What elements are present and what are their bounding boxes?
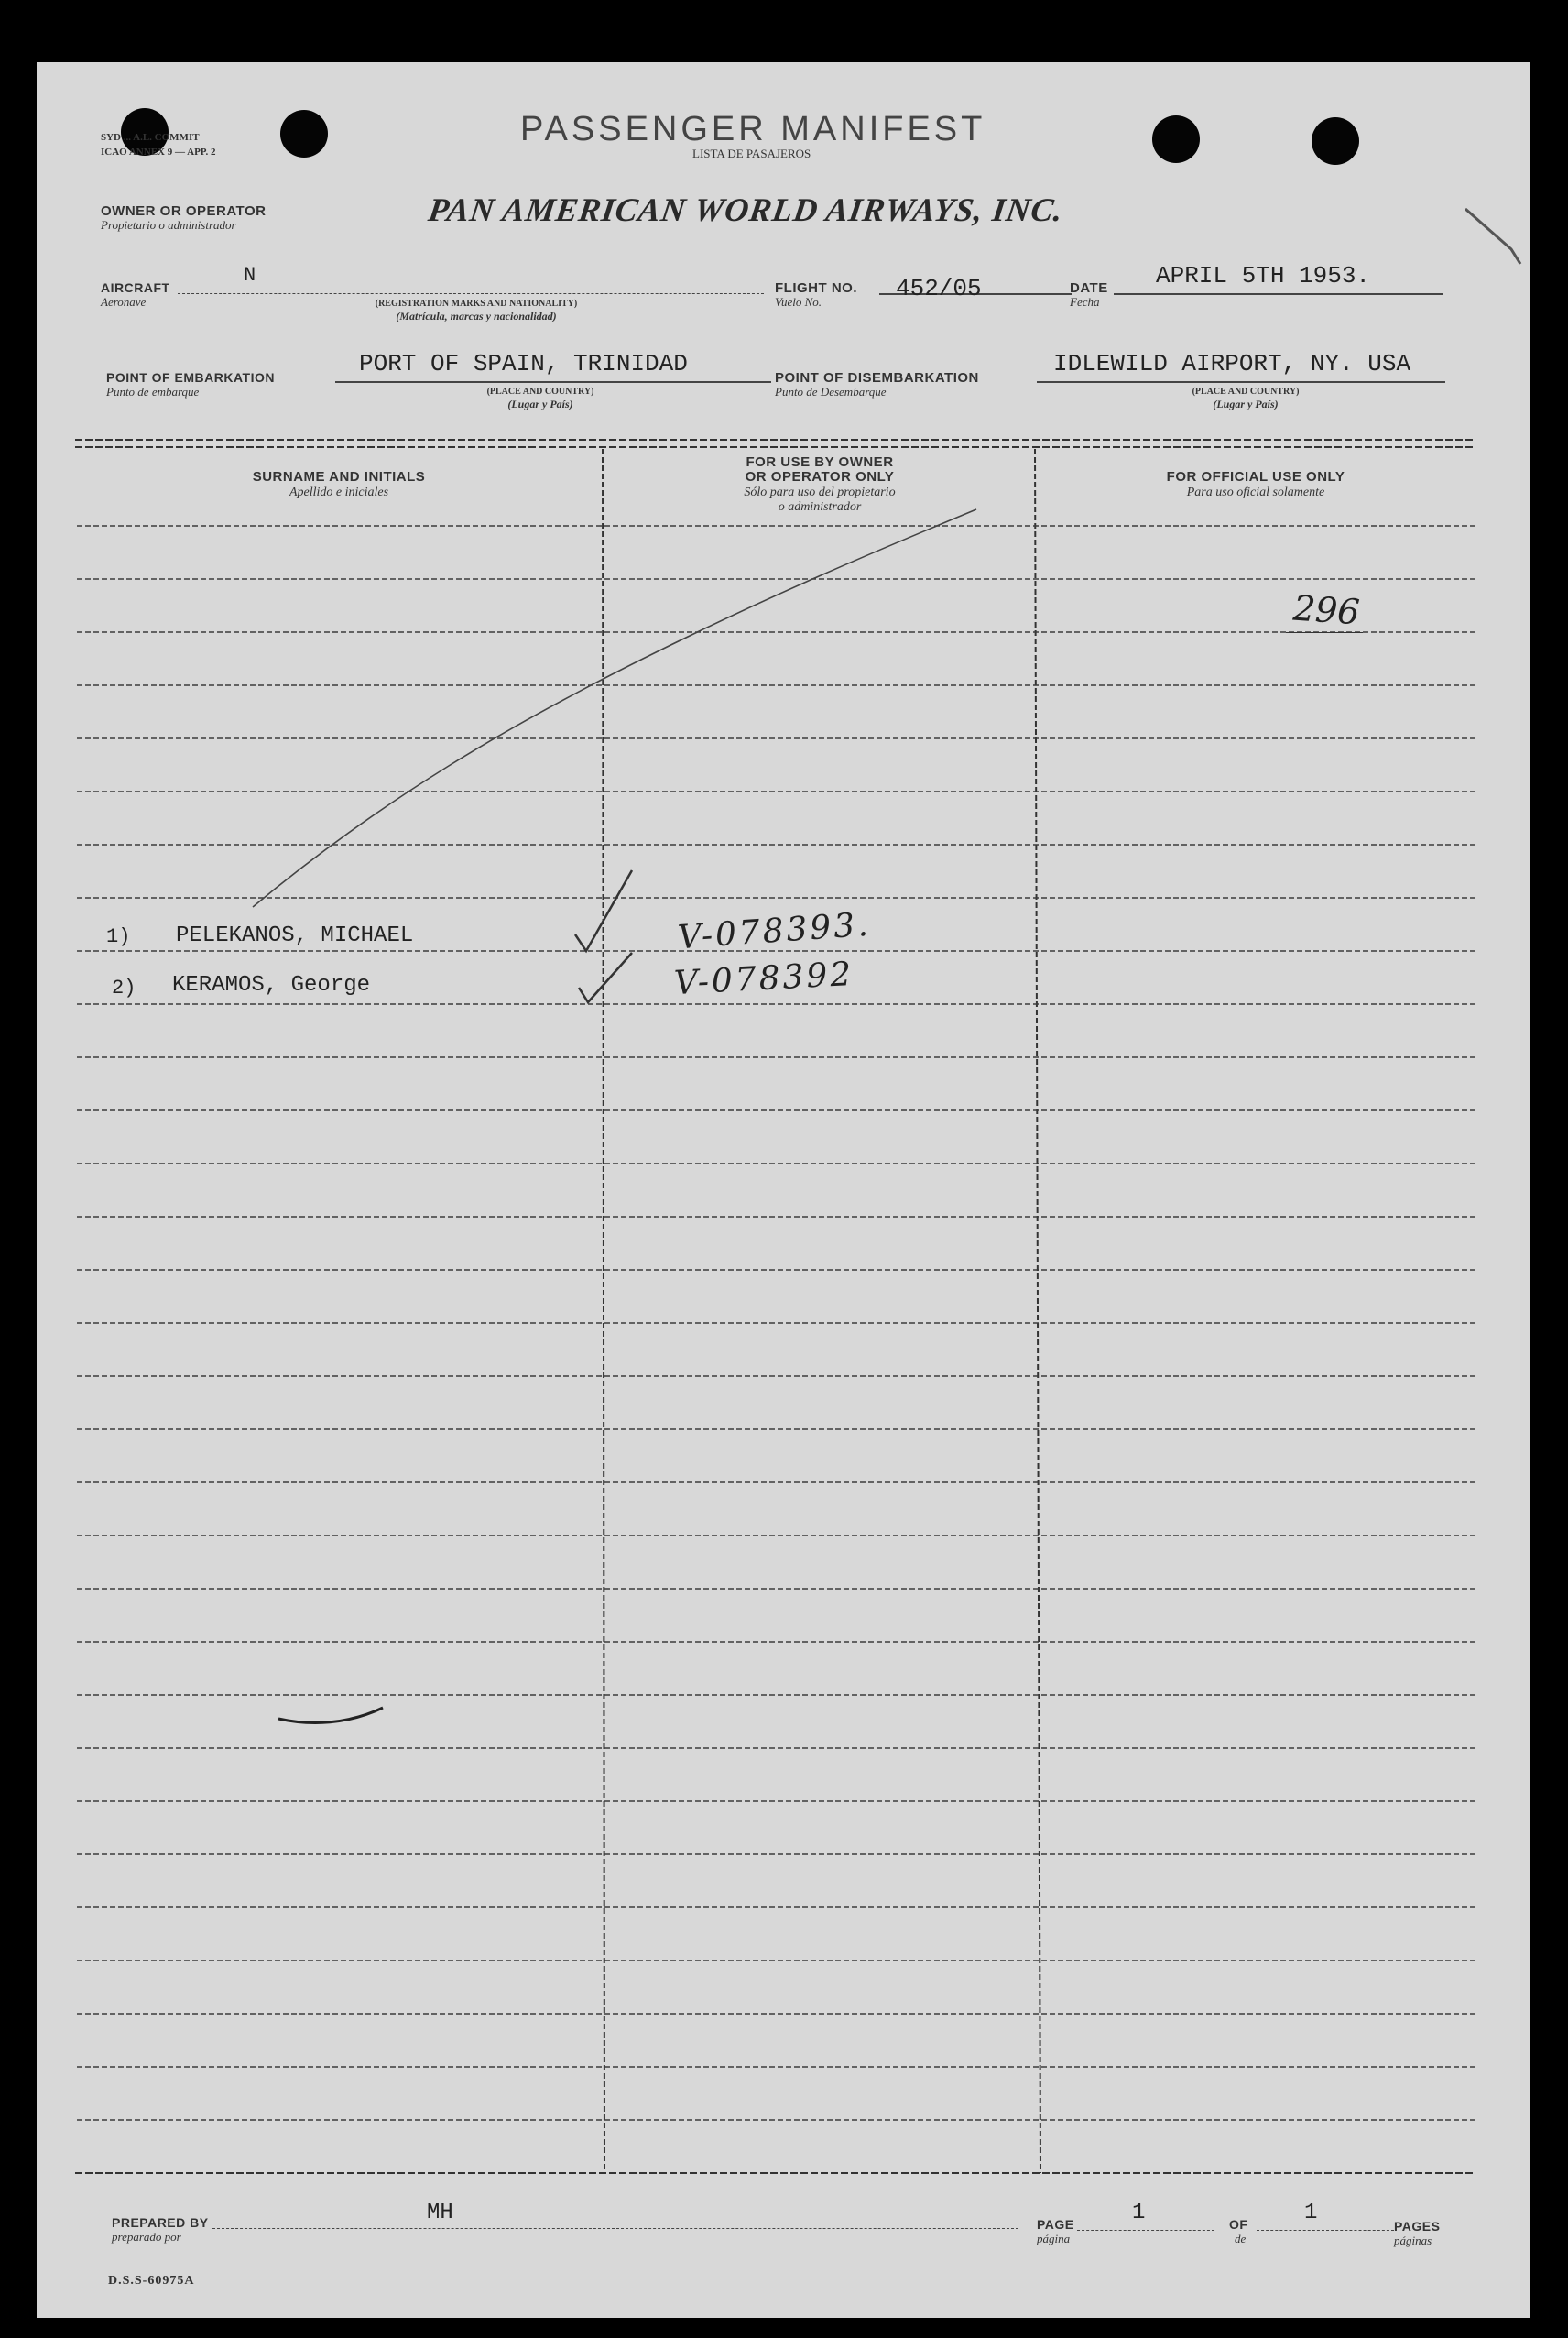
embarkation-label-es: Punto de embarque bbox=[106, 385, 200, 399]
page-label-es: página bbox=[1037, 2232, 1071, 2245]
aircraft-label-es: Aeronave bbox=[101, 295, 147, 309]
flight-label: FLIGHT NO. bbox=[775, 280, 857, 296]
punch-hole bbox=[1152, 115, 1200, 163]
column-header-owner-es-1: Sólo para uso del propietario bbox=[744, 486, 896, 499]
pages-label-es: páginas bbox=[1394, 2234, 1432, 2247]
prepared-by-value: MH bbox=[427, 2201, 453, 2225]
operator-name: PAN AMERICAN WORLD AIRWAYS, INC. bbox=[426, 191, 1066, 228]
disembarkation-label-es: Punto de Desembarque bbox=[775, 385, 887, 399]
icao-line-1: SYD ... A.L. COMMIT bbox=[101, 132, 200, 143]
column-header-owner-2: OR OPERATOR ONLY bbox=[745, 469, 895, 485]
flight-label-es: Vuelo No. bbox=[775, 295, 822, 309]
date-underline bbox=[1114, 293, 1443, 295]
page-subtitle: LISTA DE PASAJEROS bbox=[692, 147, 811, 160]
pages-label: PAGES bbox=[1394, 2219, 1441, 2234]
embarkation-note-es: (Lugar y País) bbox=[507, 398, 573, 410]
column-header-official: FOR OFFICIAL USE ONLY bbox=[1166, 469, 1345, 485]
embarkation-label: POINT OF EMBARKATION bbox=[106, 370, 275, 385]
page-value: 1 bbox=[1132, 2201, 1146, 2225]
official-number: 296 bbox=[1291, 587, 1361, 633]
column-header-official-es: Para uso oficial solamente bbox=[1186, 486, 1325, 499]
passenger-ref: V-078393. bbox=[676, 905, 872, 957]
registration-note-es: (Matrícula, marcas y nacionalidad) bbox=[396, 310, 557, 322]
disembarkation-underline bbox=[1037, 381, 1445, 383]
owner-label: OWNER OR OPERATOR bbox=[101, 203, 267, 219]
column-header-surname-es: Apellido e iniciales bbox=[289, 486, 389, 499]
column-header-owner-es-2: o administrador bbox=[778, 500, 862, 514]
punch-hole bbox=[1312, 117, 1359, 165]
page-title: PASSENGER MANIFEST bbox=[520, 110, 986, 148]
prepared-by-underline bbox=[212, 2228, 1018, 2229]
aircraft-label: AIRCRAFT bbox=[101, 280, 170, 295]
page-label: PAGE bbox=[1037, 2217, 1074, 2232]
passenger-number: 1) bbox=[106, 925, 131, 948]
of-label-es: de bbox=[1235, 2232, 1247, 2245]
registration-note: (REGISTRATION MARKS AND NATIONALITY) bbox=[375, 299, 578, 309]
page-underline bbox=[1077, 2230, 1214, 2231]
passenger-name: KERAMOS, George bbox=[172, 973, 371, 998]
column-header-surname: SURNAME AND INITIALS bbox=[252, 469, 426, 485]
of-underline bbox=[1257, 2230, 1394, 2231]
icao-line-2: ICAO ANNEX 9 — APP. 2 bbox=[101, 147, 216, 158]
date-value: APRIL 5TH 1953. bbox=[1156, 262, 1371, 290]
disembarkation-note-es: (Lugar y País) bbox=[1213, 398, 1279, 410]
official-number-underline bbox=[1286, 632, 1363, 633]
passenger-name: PELEKANOS, MICHAEL bbox=[176, 923, 414, 948]
embarkation-value: PORT OF SPAIN, TRINIDAD bbox=[359, 350, 688, 377]
of-value: 1 bbox=[1304, 2201, 1318, 2225]
of-label: OF bbox=[1229, 2217, 1248, 2232]
aircraft-underline bbox=[178, 293, 764, 294]
passenger-number: 2) bbox=[112, 977, 136, 1000]
disembarkation-value: IDLEWILD AIRPORT, NY. USA bbox=[1053, 350, 1411, 377]
disembarkation-label: POINT OF DISEMBARKATION bbox=[775, 370, 979, 386]
date-label-es: Fecha bbox=[1070, 295, 1100, 309]
form-code: D.S.S-60975A bbox=[108, 2274, 195, 2288]
disembarkation-note: (PLACE AND COUNTRY) bbox=[1192, 387, 1300, 397]
aircraft-value: N bbox=[244, 264, 256, 287]
flight-value: 452/05 bbox=[896, 275, 982, 302]
embarkation-note: (PLACE AND COUNTRY) bbox=[486, 387, 594, 397]
passenger-ref: V-078392 bbox=[673, 955, 855, 1003]
embarkation-underline bbox=[335, 381, 771, 383]
column-header-owner-1: FOR USE BY OWNER bbox=[746, 454, 894, 470]
punch-hole bbox=[280, 110, 328, 158]
date-label: DATE bbox=[1070, 280, 1108, 296]
owner-label-es: Propietario o administrador bbox=[101, 218, 236, 232]
prepared-by-label: PREPARED BY bbox=[112, 2215, 209, 2230]
prepared-by-label-es: preparado por bbox=[112, 2230, 181, 2244]
